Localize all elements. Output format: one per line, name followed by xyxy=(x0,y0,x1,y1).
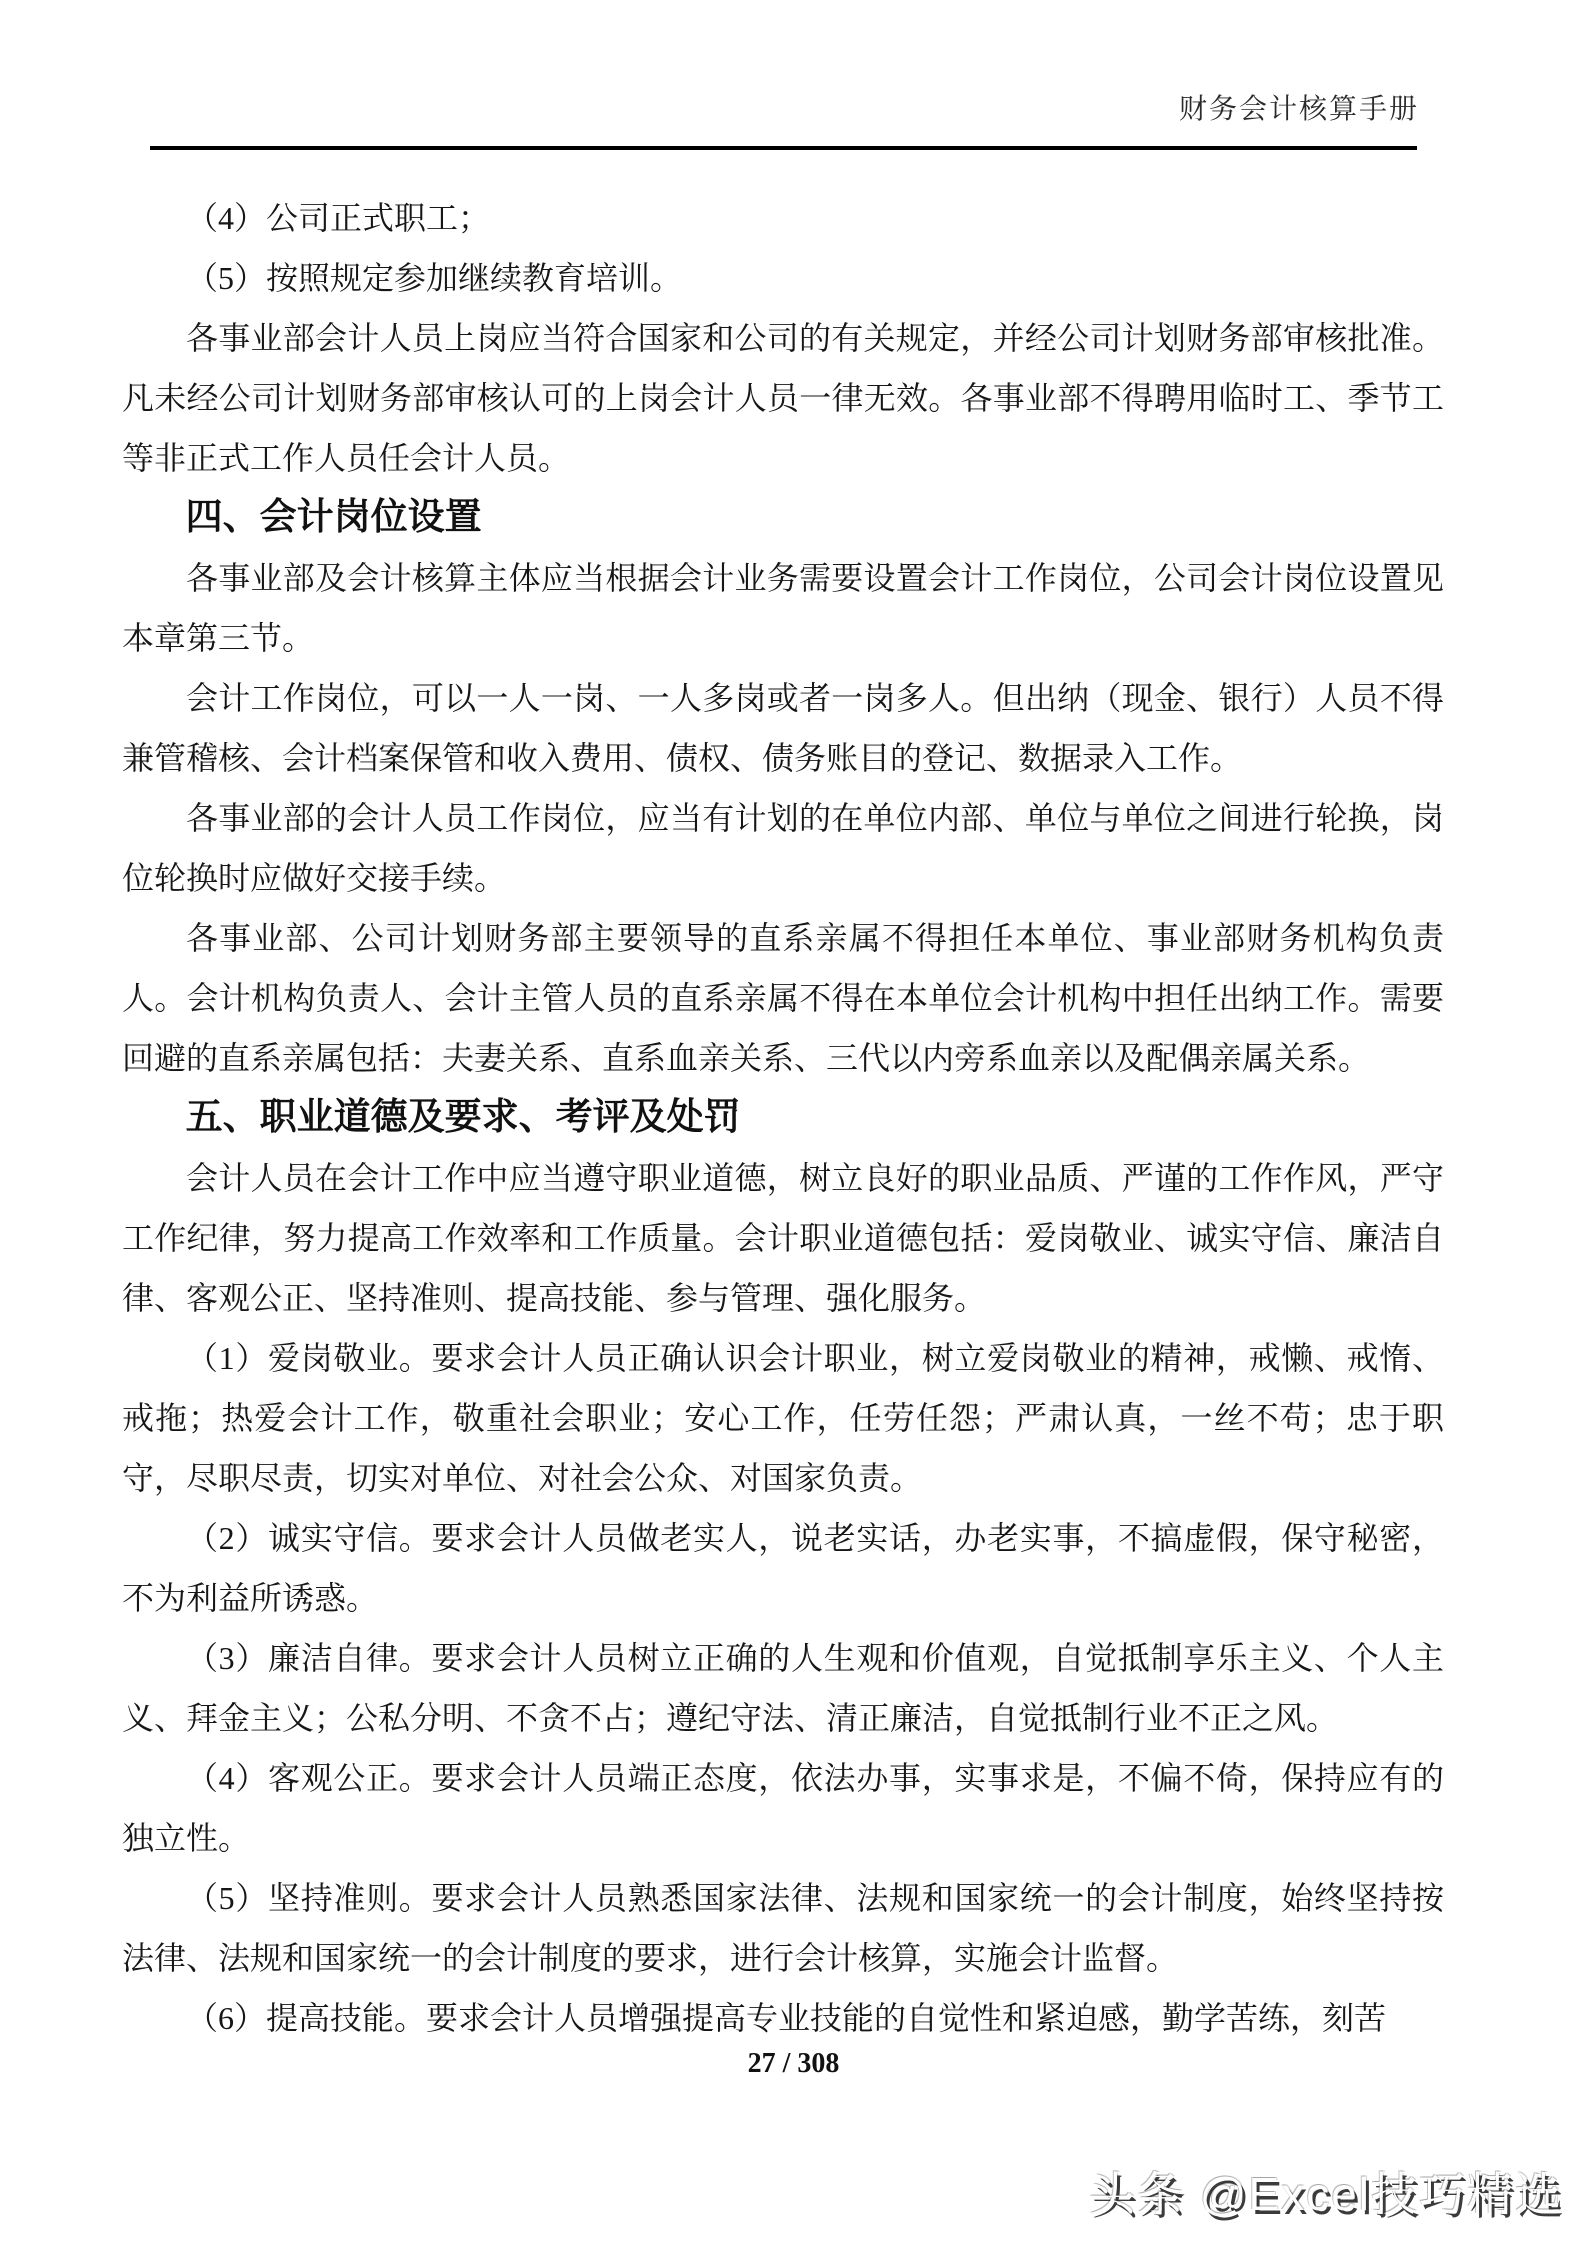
paragraph: （3）廉洁自律。要求会计人员树立正确的人生观和价值观，自觉抵制享乐主义、个人主义、拜金主义；公私分明、不贪不占；遵纪守法、清正廉洁，自觉抵制行业不正之风。 xyxy=(122,1640,1444,1736)
paragraph: 各事业部的会计人员工作岗位，应当有计划的在单位内部、单位与单位之间进行轮换，岗位轮换时应做好交接手续。 xyxy=(122,800,1444,896)
paragraph: （6）提高技能。要求会计人员增强提高专业技能的自觉性和紧迫感，勤学苦练，刻苦 xyxy=(186,2000,1387,2036)
section-heading: 五、职业道德及要求、考评及处罚 xyxy=(185,1097,741,1138)
header-rule xyxy=(150,146,1417,150)
document-body xyxy=(122,188,1444,2048)
paragraph: 会计人员在会计工作中应当遵守职业道德，树立良好的职业品质、严谨的工作作风，严守工作纪律，努力提高工作效率和工作质量。会计职业道德包括：爱岗敬业、诚实守信、廉洁自律、客观公正、坚持准则、提高技能、参与管理、强化服务。 xyxy=(122,1160,1444,1316)
paragraph: 会计工作岗位，可以一人一岗、一人多岗或者一岗多人。但出纳（现金、银行）人员不得兼管稽核、会计档案保管和收入费用、债权、债务账目的登记、数据录入工作。 xyxy=(122,680,1444,776)
paragraph: 各事业部、公司计划财务部主要领导的直系亲属不得担任本单位、事业部财务机构负责人。会计机构负责人、会计主管人员的直系亲属不得在本单位会计机构中担任出纳工作。需要回避的直系亲属包括：夫妻关系、直系血亲关系、三代以内旁系血亲以及配偶亲属关系。 xyxy=(122,920,1444,1076)
paragraph: （4）客观公正。要求会计人员端正态度，依法办事，实事求是，不偏不倚，保持应有的独立性。 xyxy=(122,1760,1444,1856)
paragraph: （2）诚实守信。要求会计人员做老实人，说老实话，办老实事，不搞虚假，保守秘密，不为利益所诱惑。 xyxy=(122,1520,1444,1616)
paragraph: （4）公司正式职工； xyxy=(186,200,491,236)
header-title: 财务会计核算手册 xyxy=(1178,94,1419,125)
page-number: 27 / 308 xyxy=(747,2048,840,2079)
paragraph: 各事业部会计人员上岗应当符合国家和公司的有关规定，并经公司计划财务部审核批准。凡未经公司计划财务部审核认可的上岗会计人员一律无效。各事业部不得聘用临时工、季节工等非正式工作人员任会计人员。 xyxy=(122,320,1444,476)
paragraph: （1）爱岗敬业。要求会计人员正确认识会计职业，树立爱岗敬业的精神，戒懒、戒惰、戒拖；热爱会计工作，敬重社会职业；安心工作，任劳任怨；严肃认真，一丝不苟；忠于职守，尽职尽责，切实对单位、对社会公众、对国家负责。 xyxy=(122,1340,1444,1496)
paragraph: 各事业部及会计核算主体应当根据会计业务需要设置会计工作岗位，公司会计岗位设置见本章第三节。 xyxy=(122,560,1444,656)
section-heading: 四、会计岗位设置 xyxy=(185,497,482,538)
watermark: 头条 @Excel技巧精选 xyxy=(1089,2168,1563,2220)
paragraph: （5）坚持准则。要求会计人员熟悉国家法律、法规和国家统一的会计制度，始终坚持按法律、法规和国家统一的会计制度的要求，进行会计核算，实施会计监督。 xyxy=(122,1880,1444,1976)
page-header xyxy=(150,92,1419,128)
paragraph: （5）按照规定参加继续教育培训。 xyxy=(186,260,683,296)
